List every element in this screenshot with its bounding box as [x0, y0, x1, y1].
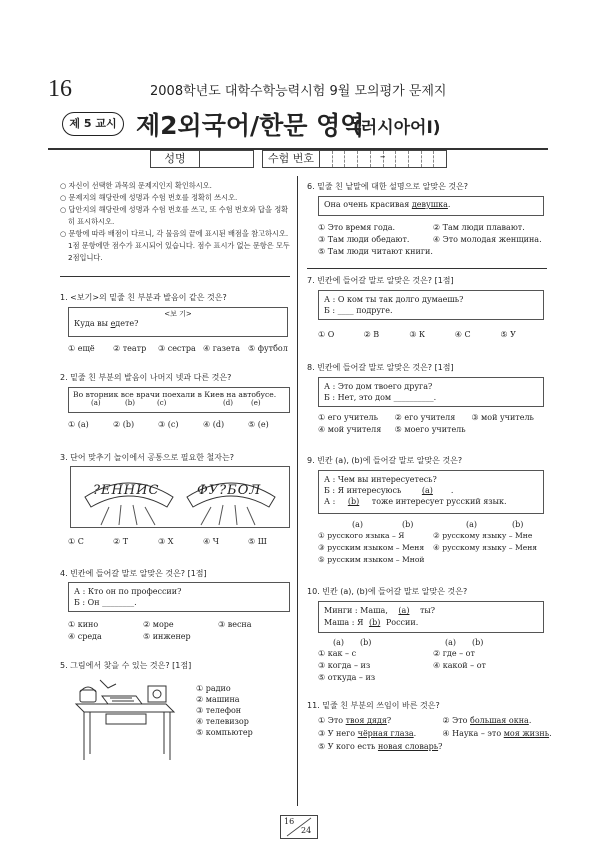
instruction-item: ○ 문제지의 해당란에 성명과 수험 번호를 정확히 쓰시오. [60, 193, 238, 202]
option-underline: моя жизнь [503, 729, 550, 738]
option[interactable]: ① радио [196, 684, 231, 693]
option[interactable] [318, 742, 442, 751]
q2-marker: (c) [157, 399, 167, 407]
option[interactable]: ③ весна [218, 620, 252, 629]
option[interactable]: ⑤ (e) [248, 420, 269, 429]
option[interactable]: ① Это время года. [318, 223, 396, 232]
q10-line-a: Минги : Маша, [324, 606, 391, 615]
q11-options [318, 716, 552, 751]
q6-box [318, 196, 544, 216]
q3-card-left: ?ЕННИС [93, 483, 160, 498]
option[interactable]: ① его учитель [318, 413, 378, 422]
option-text: ① Это [318, 716, 346, 725]
option[interactable]: ④ (d) [203, 420, 225, 429]
q7-box [318, 290, 544, 320]
q10-col-head: (b) [472, 638, 484, 647]
option-text-end: . [413, 729, 417, 738]
q9-line-a: А : Чем вы интересуетесь? [324, 475, 437, 484]
option-text: ② Это [442, 716, 471, 725]
q3-card-right: ФУ?БОЛ [197, 483, 262, 498]
option[interactable]: ② Т [113, 537, 129, 546]
id-dash: – [380, 150, 386, 163]
page-number: 16 [48, 76, 72, 102]
divider [307, 268, 547, 269]
option-text: ⑤ У кого есть [318, 742, 378, 751]
q3-figure [70, 466, 290, 528]
q10-col-head: (a) [333, 638, 345, 647]
q9-line-c: А : [324, 497, 338, 506]
option[interactable]: ① русского языка – Я [318, 531, 405, 540]
option[interactable]: ③ К [409, 330, 426, 339]
subject-title: 제2외국어/한문 영역 [136, 111, 365, 140]
q6-prompt: 6. 밑줄 친 낱말에 대한 설명으로 알맞은 것은? [307, 182, 469, 191]
q9-line-b: Б : Я интересуюсь [324, 486, 404, 495]
option[interactable]: ⑤ компьютер [196, 728, 253, 737]
option[interactable]: ② море [143, 620, 174, 629]
q10-line-b-end: России. [383, 618, 419, 627]
option-text-end: . [549, 729, 552, 738]
option[interactable]: ⑤ Там люди читают книги. [318, 247, 433, 256]
option[interactable]: ⑤ откуда – из [318, 673, 376, 682]
q9-line-c-end: тоже интересует русский язык. [369, 497, 507, 506]
q4-box [68, 582, 290, 612]
option[interactable]: ⑤ У [500, 330, 516, 339]
q8-box [318, 377, 544, 407]
q9-blank-a: (a) [421, 486, 433, 495]
q10-col-head: (b) [360, 638, 372, 647]
q7-line-b: Б : ____ подруге. [324, 306, 393, 315]
option-text-end: ? [386, 716, 392, 725]
q4-line-b: Б : Он ________. [74, 598, 137, 607]
q9-col-head: (b) [512, 520, 524, 529]
q8-line-b: Б : Нет, это дом __________. [324, 393, 437, 402]
option[interactable]: ① О [318, 330, 335, 339]
q10-col-head: (a) [445, 638, 457, 647]
q10-line-a-end: ты? [417, 606, 436, 615]
option[interactable]: ① как – с [318, 649, 357, 658]
q2-box [68, 387, 290, 413]
q7-prompt: 7. 빈칸에 들어갈 말로 알맞은 것은? [1점] [307, 276, 454, 285]
q9-col-head: (a) [466, 520, 478, 529]
option[interactable]: ③ русским языком – Меня [318, 543, 425, 552]
q7-options [318, 330, 546, 339]
q5-figure [70, 674, 180, 764]
option[interactable]: ② театр [113, 344, 147, 353]
option-text: ④ Наука – это [442, 729, 504, 738]
option[interactable]: ④ какой – от [433, 661, 486, 670]
option-underline: чёрная глаза [357, 729, 414, 738]
q6-sentence-end: . [447, 200, 451, 209]
name-label: 성명 [150, 150, 200, 168]
q2-options [68, 420, 293, 429]
page-current: 16 [284, 817, 295, 826]
option[interactable]: ③ мой учитель [471, 413, 534, 422]
option-text-end: ? [438, 742, 443, 751]
option-underline: новая словарь [377, 742, 439, 751]
option[interactable]: ⑤ русским языком – Мной [318, 555, 425, 564]
q1-sentence-end: дете? [115, 319, 139, 328]
q4-prompt: 4. 빈칸에 들어갈 말로 알맞은 것은? [1점] [60, 569, 207, 578]
option[interactable]: ⑤ инженер [143, 632, 191, 641]
option[interactable]: ⑤ Ш [248, 537, 267, 546]
q9-col-head: (b) [402, 520, 414, 529]
q10-options [318, 649, 548, 682]
option-underline: большая окна [470, 716, 529, 725]
q1-prompt: 1. <보기>의 밑줄 친 부분과 발음이 같은 것은? [60, 293, 227, 302]
option[interactable] [442, 716, 551, 725]
q11-prompt: 11. 밑줄 친 부분의 쓰임이 바른 것은? [307, 701, 440, 710]
exam-title: 2008학년도 대학수학능력시험 9월 모의평가 문제지 [150, 84, 447, 99]
option[interactable]: ④ газета [203, 344, 240, 353]
option[interactable]: ④ русскому языку – Меня [433, 543, 538, 552]
q6-sentence: Она очень красивая [324, 200, 412, 209]
q9-line-b-end: . [450, 486, 454, 495]
page-total: 24 [301, 826, 312, 835]
instructions [60, 180, 290, 264]
q1-underline: е [110, 319, 116, 328]
option[interactable]: ③ (c) [158, 420, 179, 429]
q1-options [68, 344, 293, 353]
option[interactable]: ④ мой учителя [318, 425, 382, 434]
instruction-item: ○ 문항에 따라 배점이 다르니, 각 물음의 끝에 표시된 배점을 참고하시오. 1점 문항에만 점수가 표시되어 있습니다. 점수 표시가 없는 문항은 모두 2점입니다. [60, 229, 290, 262]
option[interactable]: ① С [68, 537, 84, 546]
option[interactable]: ② (b) [113, 420, 135, 429]
q9-prompt: 9. 빈칸 (a), (b)에 들어갈 말로 알맞은 것은? [307, 456, 463, 465]
q1-sentence: Куда вы [74, 319, 111, 328]
q1-box [68, 307, 288, 337]
option[interactable]: ④ среда [68, 632, 102, 641]
option-underline: твоя дядя [345, 716, 387, 725]
q3-prompt: 3. 단어 맞추기 놀이에서 공통으로 필요한 철자는? [60, 453, 234, 462]
q10-blank-b: (b) [368, 618, 381, 627]
option[interactable]: ④ Это молодая женщина. [432, 235, 542, 244]
q4-options [68, 620, 293, 641]
q10-line-b: Маша : Я [324, 618, 366, 627]
option[interactable]: ③ Там люди обедают. [318, 235, 410, 244]
option[interactable]: ③ когда – из [318, 661, 371, 670]
q2-sentence: Во вторник все врачи поехали в Киев на автобусе. [73, 390, 277, 399]
option[interactable]: ③ телефон [196, 706, 242, 715]
q2-marker: (a) [91, 399, 101, 407]
q8-prompt: 8. 빈칸에 들어갈 말로 알맞은 것은? [1점] [307, 363, 454, 372]
option[interactable]: ① ещё [68, 344, 95, 353]
q10-blank-a: (a) [398, 606, 410, 615]
q9-col-head: (a) [352, 520, 364, 529]
option[interactable]: ⑤ футбол [248, 344, 288, 353]
instructions-rule [60, 276, 290, 277]
column-divider [297, 176, 298, 806]
q5-options [196, 684, 253, 737]
q10-prompt: 10. 빈칸 (a), (b)에 들어갈 말로 알맞은 것은? [307, 587, 468, 596]
option[interactable]: ② машина [196, 695, 240, 704]
option[interactable]: ④ Ч [203, 537, 219, 546]
q1-box-header: <보 기> [164, 310, 192, 318]
option[interactable]: ⑤ моего учитель [394, 425, 466, 434]
instruction-item: ○ 답안지의 해당란에 성명과 수험 번호를 쓰고, 또 수험 번호와 답을 정확히 표시하시오. [60, 205, 289, 226]
option-text-end: . [528, 716, 532, 725]
option[interactable]: ② В [363, 330, 380, 339]
q2-marker: (e) [251, 399, 261, 407]
option[interactable]: ② Там люди плавают. [432, 223, 525, 232]
option[interactable]: ③ сестра [158, 344, 196, 353]
q9-box [318, 470, 544, 514]
option[interactable] [318, 716, 442, 725]
option-text: ③ У него [318, 729, 358, 738]
q2-marker: (d) [223, 399, 233, 407]
subject-subtitle: (러시아어Ⅰ) [353, 118, 441, 138]
option[interactable]: ④ телевизор [196, 717, 249, 726]
page-counter [280, 815, 318, 839]
q6-underline: девушка [411, 200, 448, 209]
q8-options [318, 413, 548, 434]
q9-blank-b: (b) [347, 497, 360, 506]
option[interactable]: ② его учителя [394, 413, 456, 422]
option[interactable]: ① кино [68, 620, 99, 629]
q3-options [68, 537, 293, 546]
option[interactable] [442, 729, 551, 738]
q6-options [318, 223, 546, 256]
option[interactable]: ② где – от [433, 649, 475, 658]
q7-line-a: А : О ком ты так долго думаешь? [324, 295, 464, 304]
q4-line-a: А : Кто он по профессии? [74, 587, 182, 596]
option[interactable]: ② русскому языку – Мне [433, 531, 533, 540]
q10-box [318, 601, 544, 633]
instruction-item: ○ 자신이 선택한 과목의 문제지인지 확인하시오. [60, 181, 212, 190]
q2-marker: (b) [125, 399, 135, 407]
name-field[interactable] [199, 150, 254, 168]
option[interactable]: ① (a) [68, 420, 89, 429]
q5-prompt: 5. 그림에서 찾을 수 있는 것은? [1점] [60, 661, 192, 670]
q2-prompt: 2. 밑줄 친 부분의 발음이 나머지 넷과 다른 것은? [60, 373, 232, 382]
option[interactable]: ④ С [454, 330, 471, 339]
option[interactable] [318, 729, 442, 738]
q9-options [318, 531, 548, 564]
q8-line-a: А : Это дом твоего друга? [324, 382, 433, 391]
period-badge: 제 5 교시 [62, 112, 124, 136]
option[interactable]: ③ Х [158, 537, 174, 546]
id-label: 수험 번호 [262, 150, 320, 168]
